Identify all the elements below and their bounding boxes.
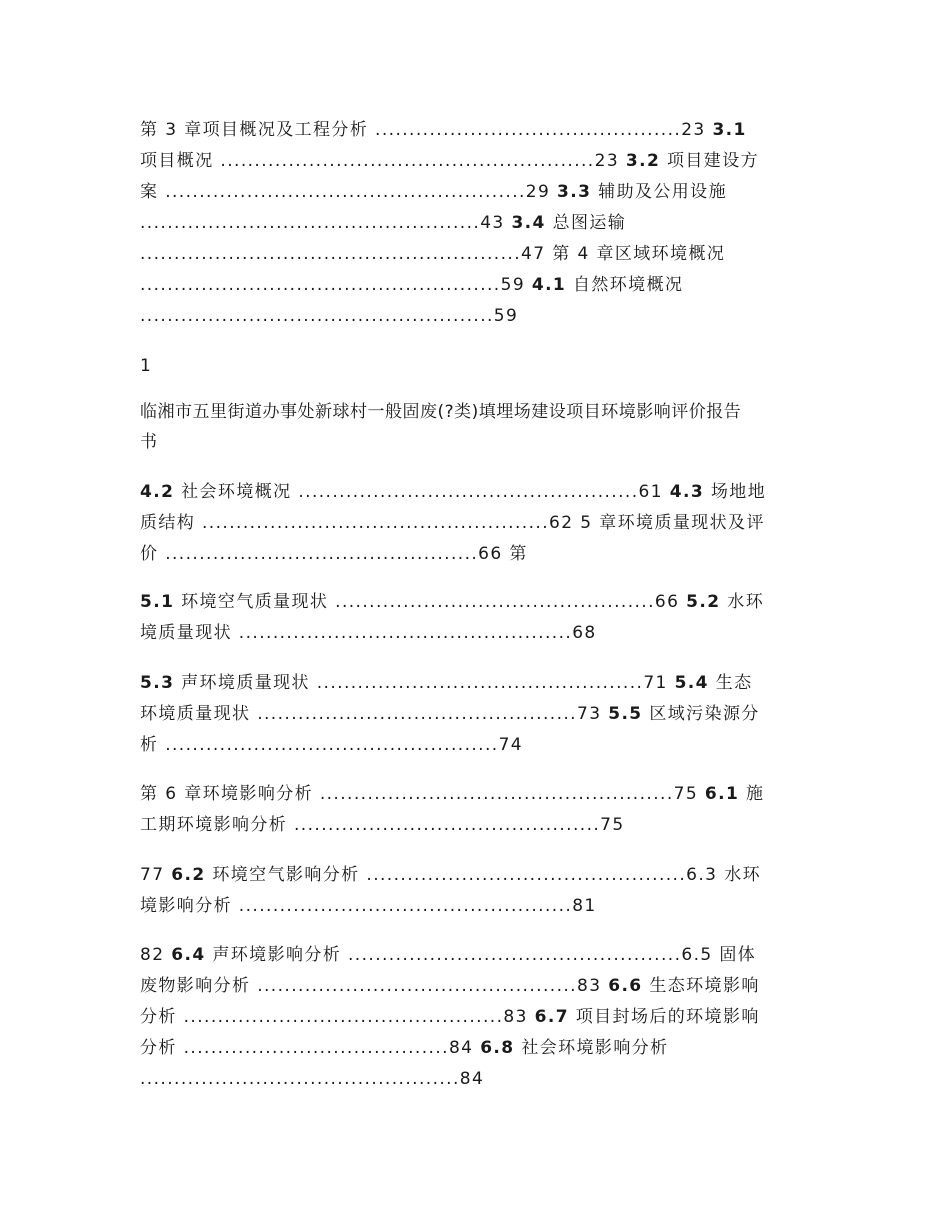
toc-section-number: 6.2 xyxy=(171,865,206,885)
toc-line xyxy=(140,151,759,171)
toc-section-number: 3.1 xyxy=(712,120,747,140)
toc-text: 自然环境概况 xyxy=(566,275,684,295)
toc-line xyxy=(140,704,760,724)
toc-text: 区域污染源分 xyxy=(642,704,760,724)
page-number: 1 xyxy=(140,356,152,376)
toc-section-number: 6.4 xyxy=(171,945,206,965)
toc-text: 废物影响分析 ...............................................83 xyxy=(140,976,609,996)
toc-text: 声环境质量现状 ................................................71 xyxy=(174,673,675,693)
toc-text: 水环 xyxy=(720,592,765,612)
toc-line xyxy=(140,513,765,533)
toc-section-number: 5.2 xyxy=(686,592,721,612)
toc-line xyxy=(140,673,753,693)
toc-text: 工期环境影响分析 .............................................75 xyxy=(140,815,625,835)
toc-text: 场地地 xyxy=(704,482,767,502)
toc-line xyxy=(140,623,597,643)
toc-line xyxy=(140,275,683,295)
toc-section-number: 3.3 xyxy=(557,182,592,202)
toc-text: 环境空气影响分析 ...............................................6.3 xyxy=(205,865,718,885)
toc-line xyxy=(140,784,764,804)
toc-text: 质结构 ...................................................62 5 章环境质量现状及评 xyxy=(140,513,765,533)
toc-text: ...............................................84 xyxy=(140,1069,485,1089)
toc-text: 声环境影响分析 .................................................6.5 固体 xyxy=(205,945,757,965)
toc-text: 施 xyxy=(739,784,765,804)
toc-section-number: 3.4 xyxy=(511,213,546,233)
toc-line xyxy=(140,1038,669,1058)
toc-section-number: 4.1 xyxy=(531,275,567,295)
toc-section-number: 4.3 xyxy=(669,482,705,502)
toc-section-number: 4.2 xyxy=(140,482,175,502)
toc-line xyxy=(140,1069,484,1089)
toc-line xyxy=(140,735,523,755)
toc-text: 项目概况 .......................................................23 xyxy=(140,151,626,171)
toc-text: 析 .................................................74 xyxy=(140,735,524,755)
toc-text: 82 xyxy=(140,945,172,965)
toc-section-number: 6.7 xyxy=(534,1007,569,1027)
toc-section-number: 5.3 xyxy=(140,673,175,693)
toc-line xyxy=(140,976,760,996)
toc-line xyxy=(140,213,626,233)
toc-section-number: 6.1 xyxy=(704,784,740,804)
toc-text: 社会环境概况 ..................................................61 xyxy=(174,482,670,502)
toc-line xyxy=(140,1007,760,1027)
toc-text: ..................................................43 xyxy=(140,213,512,233)
toc-text: 分析 ...............................................83 xyxy=(140,1007,535,1027)
toc-text: ....................................................59 xyxy=(140,306,519,326)
toc-text: 境质量现状 .................................................68 xyxy=(140,623,597,643)
toc-section-number: 5.4 xyxy=(674,673,709,693)
toc-text: 环境质量现状 ...............................................73 xyxy=(140,704,609,724)
toc-line xyxy=(140,306,518,326)
toc-text: 案 .....................................................29 xyxy=(140,182,558,202)
toc-section-number: 6.6 xyxy=(608,976,643,996)
toc-text: 77 xyxy=(140,865,172,885)
toc-line xyxy=(140,815,625,835)
toc-line xyxy=(140,592,764,612)
toc-section-number: 3.2 xyxy=(625,151,661,171)
toc-text: 环境空气质量现状 ...............................................66 xyxy=(174,592,687,612)
toc-line xyxy=(140,865,761,885)
toc-line xyxy=(140,544,528,564)
toc-text: .....................................................59 xyxy=(140,275,532,295)
toc-line xyxy=(140,120,747,140)
toc-text: 生态环境影响 xyxy=(642,976,760,996)
toc-text: 第 3 章项目概况及工程分析 .............................................23 xyxy=(140,120,713,140)
toc-text: 分析 .......................................84 xyxy=(140,1038,481,1058)
running-header-line-1: 临湘市五里街道办事处新球村一般固废(?类)填埋场建设项目环境影响评价报告 xyxy=(140,402,742,422)
toc-text: 生态 xyxy=(708,673,753,693)
toc-line xyxy=(140,945,756,965)
toc-text: 水环 xyxy=(717,865,762,885)
toc-text: 社会环境影响分析 xyxy=(514,1038,669,1058)
toc-text: 项目建设方 xyxy=(660,151,759,171)
toc-text: 境影响分析 .................................................81 xyxy=(140,896,597,916)
toc-text: 价 ..............................................66 第 xyxy=(140,544,528,564)
toc-line xyxy=(140,896,597,916)
toc-section-number: 5.1 xyxy=(140,592,175,612)
toc-line xyxy=(140,244,725,264)
toc-text: 辅助及公用设施 xyxy=(591,182,727,202)
toc-section-number: 5.5 xyxy=(608,704,643,724)
toc-section-number: 6.8 xyxy=(480,1038,515,1058)
toc-text: 总图运输 xyxy=(545,213,627,233)
toc-text: 第 6 章环境影响分析 ....................................................75 xyxy=(140,784,705,804)
toc-line xyxy=(140,482,766,502)
toc-line xyxy=(140,182,727,202)
toc-text: ........................................................47 第 4 章区域环境概况 xyxy=(140,244,726,264)
running-header-line-2: 书 xyxy=(140,432,158,452)
toc-text: 项目封场后的环境影响 xyxy=(568,1007,760,1027)
